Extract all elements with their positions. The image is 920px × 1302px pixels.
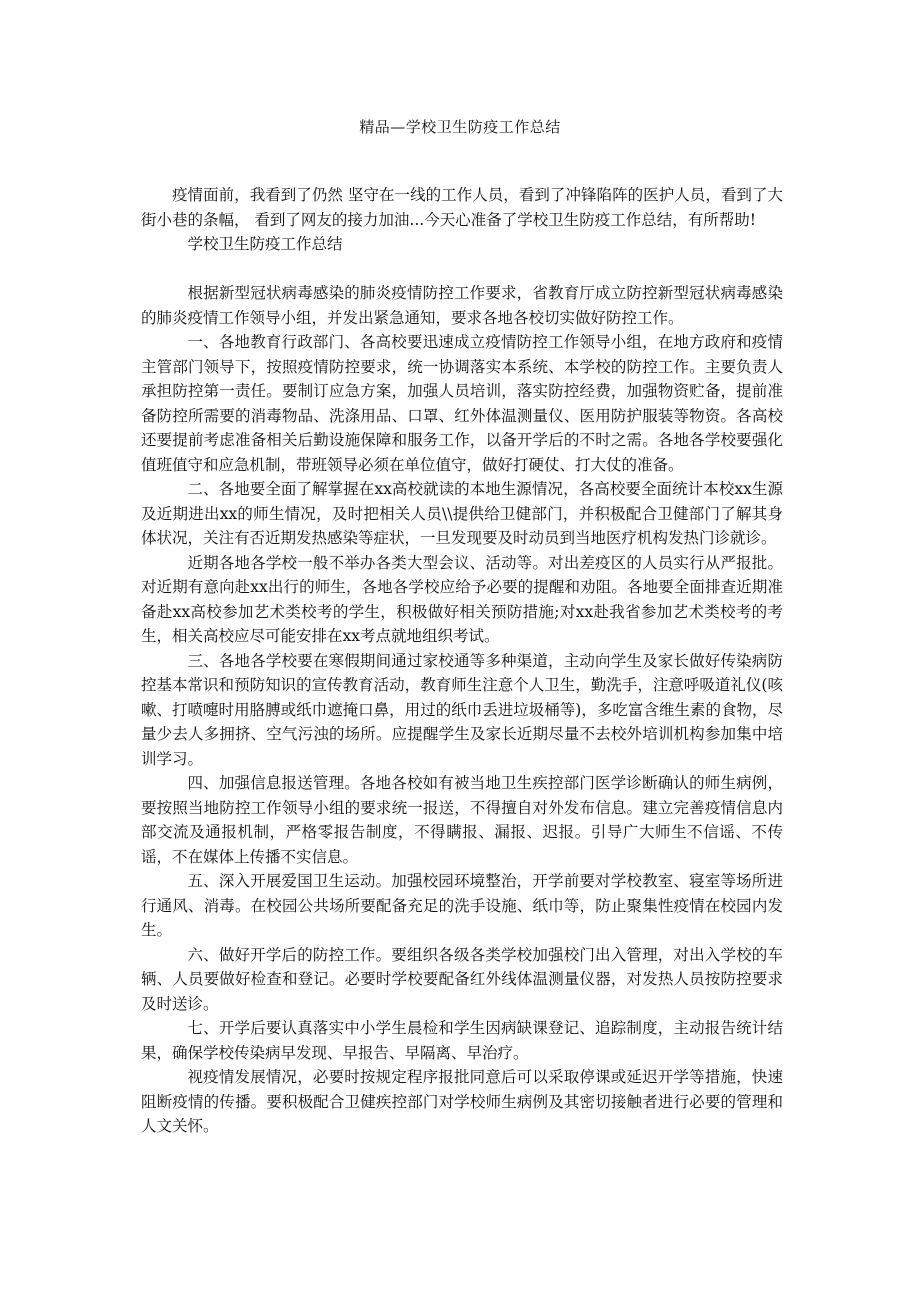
- paragraph: 六、做好开学后的防控工作。要组织各级各类学校加强校门出入管理，对出入学校的车辆、人员要做好检查和登记。必要时学校要配备红外线体温测量仪器，对发热人员按防控要求及时送诊。: [141, 945, 783, 1013]
- document-title: 精品—学校卫生防疫工作总结: [359, 118, 561, 136]
- document-body: [141, 183, 783, 1139]
- paragraph: 三、各地各学校要在寒假期间通过家校通等多种渠道，主动向学生及家长做好传染病防控基本常识和预防知识的宣传教育活动，教育师生注意个人卫生，勤洗手，注意呼吸道礼仪(咳嗽、打喷嚏时用胳膊或纸巾遮掩口鼻，用过的纸巾丢进垃圾桶等)，多吃富含维生素的食物，尽量少去人多拥挤、空气污浊的场所。应提醒学生及家长近期尽量不去校外培训机构参加集中培训学习。: [141, 651, 783, 768]
- section-title: 学校卫生防疫工作总结: [187, 235, 343, 253]
- intro-paragraph: 疫情面前，我看到了仍然 坚守在一线的工作人员，看到了冲锋陷阵的医护人员，看到了大街小巷的条幅， 看到了网友的接力加油...今天心准备了学校卫生防疫工作总结，有所帮助!: [141, 186, 783, 229]
- paragraph: 四、加强信息报送管理。各地各校如有被当地卫生疾控部门医学诊断确认的师生病例，要按照当地防控工作领导小组的要求统一报送，不得擅自对外发布信息。建立完善疫情信息内部交流及通报机制，严格零报告制度，不得瞒报、漏报、迟报。引导广大师生不信谣、不传谣，不在媒体上传播不实信息。: [141, 774, 783, 866]
- paragraph: 根据新型冠状病毒感染的肺炎疫情防控工作要求，省教育厅成立防控新型冠状病毒感染的肺炎疫情工作领导小组，并发出紧急通知，要求各地各校切实做好防控工作。: [141, 284, 783, 327]
- paragraph: 二、各地要全面了解掌握在xx高校就读的本地生源情况，各高校要全面统计本校xx生源及近期进出xx的师生情况，及时把相关人员\\提供给卫健部门，并积极配合卫健部门了解其身体状况，关注有否近期发热感染等症状，一旦发现要及时动员到当地医疗机构发热门诊就诊。: [141, 480, 783, 547]
- paragraph: 七、开学后要认真落实中小学生晨检和学生因病缺课登记、追踪制度，主动报告统计结果，确保学校传染病早发现、早报告、早隔离、早治疗。: [141, 1019, 783, 1062]
- paragraph: 一、各地教育行政部门、各高校要迅速成立疫情防控工作领导小组，在地方政府和疫情主管部门领导下，按照疫情防控要求，统一协调落实本系统、本学校的防控工作。主要负责人承担防控第一责任。要制订应急方案，加强人员培训，落实防控经费，加强物资贮备，提前准备防控所需要的消毒物品、洗涤用品、口罩、红外体温测量仪、医用防护服装等物资。各高校还要提前考虑准备相关后勤设施保障和服务工作，以备开学后的不时之需。各地各学校要强化值班值守和应急机制，带班领导必须在单位值守，做好打硬仗、打大仗的准备。: [141, 333, 783, 474]
- paragraph: 视疫情发展情况，必要时按规定程序报批同意后可以采取停课或延迟开学等措施，快速阻断疫情的传播。要积极配合卫健疾控部门对学校师生病例及其密切接触者进行必要的管理和人文关怀。: [141, 1068, 783, 1135]
- paragraph: 五、深入开展爱国卫生运动。加强校园环境整治，开学前要对学校教室、寝室等场所进行通风、消毒。在校园公共场所要配备充足的洗手设施、纸巾等，防止聚集性疫情在校园内发生。: [141, 872, 783, 939]
- paragraph: 近期各地各学校一般不举办各类大型会议、活动等。对出差疫区的人员实行从严报批。对近期有意向赴xx出行的师生，各地各学校应给予必要的提醒和劝阻。各地要全面排查近期准备赴xx高校参加艺术类校考的学生，积极做好相关预防措施;对xx赴我省参加艺术类校考的考生，相关高校应尽可能安排在xx考点就地组织考试。: [141, 553, 783, 645]
